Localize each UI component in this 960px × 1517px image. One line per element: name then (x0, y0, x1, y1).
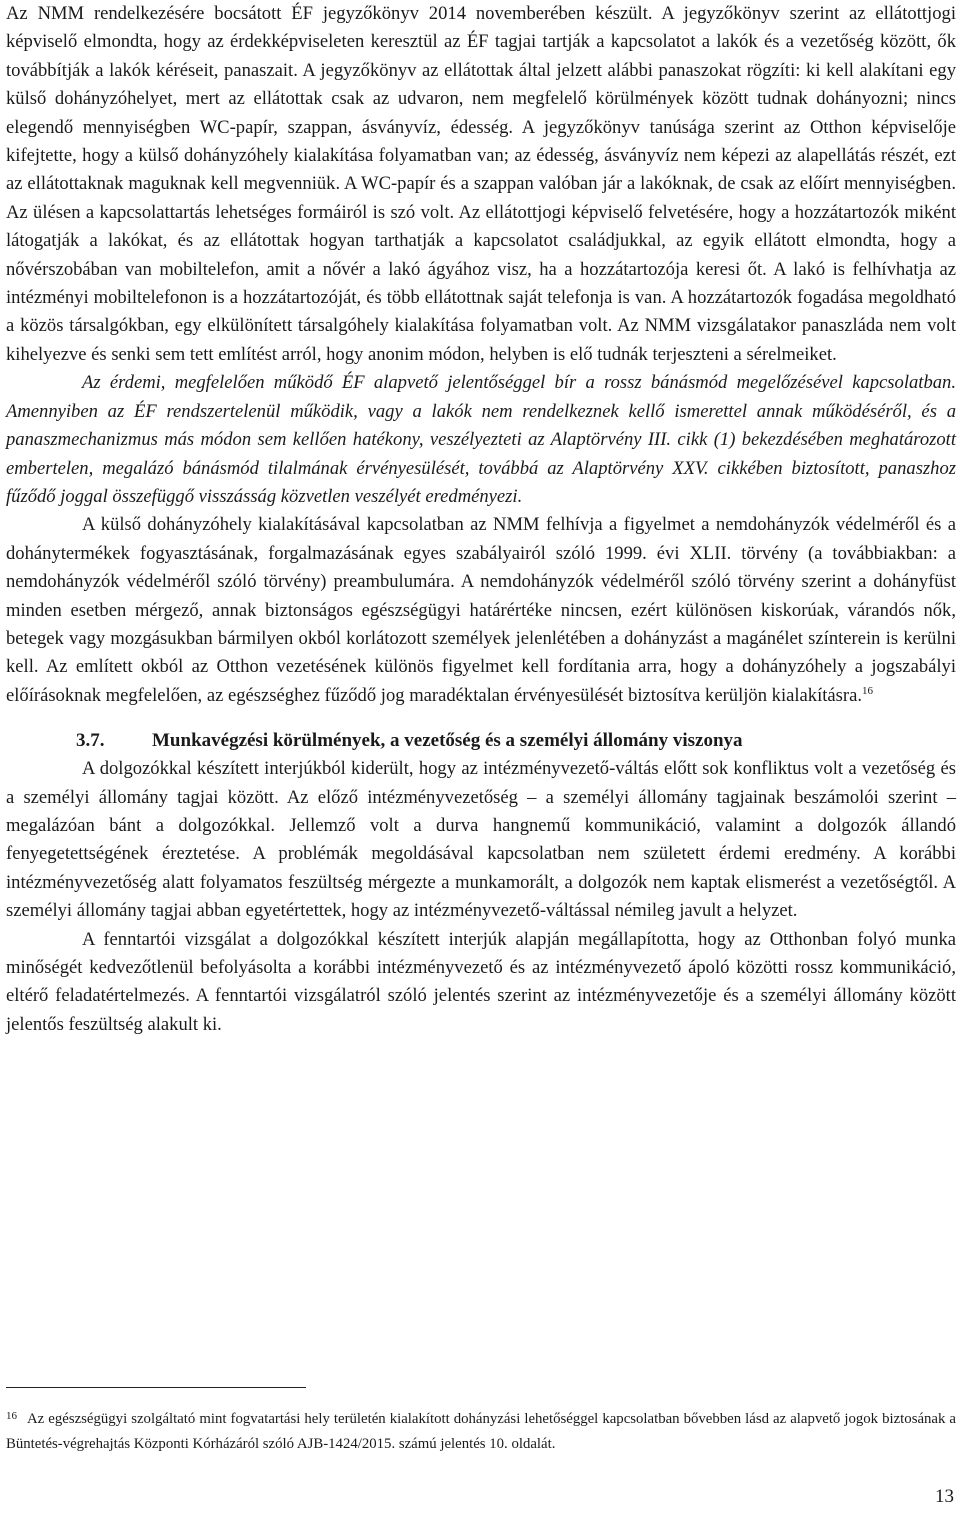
section-heading (6, 727, 956, 755)
section-number: 3.7. (76, 730, 105, 752)
page-number: 13 (935, 1486, 954, 1507)
footnote (6, 1404, 956, 1457)
paragraph-smoking-area (6, 511, 956, 710)
paragraph-ef-assessment: Az érdemi, megfelelően működő ÉF alapvető jelentőséggel bír a rossz bánásmód megelőzésével kapcsolatban. Amennyiben az ÉF rendszertelenül működik, vagy a lakók nem rendelkeznek kellő ismerettel annak működéséről, és a panaszmechanizmus más módon sem kellően hatékony, veszélyezteti az Alaptörvény III. cikk (1) bekezdésében meghatározott embertelen, megalázó bánásmód tilalmának érvényesülését, továbbá az Alaptörvény XXV. cikkében biztosított, panaszhoz fűződő joggal összefüggő visszásság közvetlen veszélyét eredményezi. (6, 372, 956, 507)
document-page (6, 0, 956, 1039)
footnote-number: 16 (6, 1410, 17, 1422)
section-title: Munkavégzési körülmények, a vezetőség és a személyi állomány viszonya (152, 730, 743, 752)
footnote-reference[interactable]: 16 (862, 684, 873, 697)
paragraph-ef-minutes: Az NMM rendelkezésére bocsátott ÉF jegyzőkönyv 2014 novemberében készült. A jegyzőkönyv szerint az ellátottjogi képviselő elmondta, hogy az érdekképviseleten keresztül az ÉF tagjai tartják a kapcsolatot a lakók és a vezetőség között, ők továbbítják a lakók kéréseit, panaszait. A jegyzőkönyv az ellátottak által jelzett alábbi panaszokat rögzíti: ki kell alakítani egy külső dohányzóhelyet, mert az ellátottak csak az udvaron, nem megfelelő körülmények között tudnak dohányozni; nincs elegendő mennyiségben WC-papír, szappan, ásványvíz, édesség. A jegyzőkönyv tanúsága szerint az Otthon képviselője kifejtette, hogy a külső dohányzóhely kialakítása folyamatban van; az édesség, ásványvíz nem képezi az alapellátás részét, ezt az ellátottaknak maguknak kell megvenniük. A WC-papír és a szappan valóban jár a lakóknak, de csak az előírt mennyiségben. Az ülésen a kapcsolattartás lehetséges formáiról is szó volt. Az ellátottjogi képviselő felvetésére, hogy a hozzátartozók miként látogatják a lakókat, és az ellátottak hogyan tarthatják a kapcsolatot családjukkal, az egyik ellátott elmondta, hogy a nővérszobában van mobiltelefon, amit a nővér a lakó ágyához visz, ha a hozzátartozója keresi őt. A lakó is felhívhatja az intézményi mobiltelefonon is a hozzátartozóját, és több ellátottnak saját telefonja is van. A hozzátartozók fogadása megoldható a közös társalgókban, egy elkülönített társalgóhely kialakítása folyamatban volt. Az NMM vizsgálatakor panaszláda nem volt kihelyezve és senki sem tett említést arról, hogy anonim módon, helyben is elő tudnák terjeszteni a sérelmeiket. (6, 3, 956, 365)
paragraph-smoking-area-text: A külső dohányzóhely kialakításával kapcsolatban az NMM felhívja a figyelmet a nemdohányzók védelméről és a dohánytermékek fogyasztásának, forgalmazásának egyes szabályairól szóló 1999. évi XLII. törvény (a továbbiakban: a nemdohányzók védelméről szóló törvény) preambulumára. A nemdohányzók védelméről szóló törvény szerint a dohányfüst minden esetben mérgező, annak biztonságos egészségügyi határértéke nincsen, ezért különösen kiskorúak, várandós nők, betegek vagy mozgásukban bármilyen okból korlátozott személyek jelenlétében a dohányzást a magánélet színterein is kerülni kell. Az említett okból az Otthon vezetésének különös figyelmet kell fordítania arra, hogy a dohányzóhely a jogszabályi előírásoknak megfelelően, az egészséghez fűződő jog maradéktalan érvényesülését biztosítva kerüljön kialakításra. (6, 514, 956, 706)
paragraph-maintainer-review: A fenntartói vizsgálat a dolgozókkal készített interjúk alapján megállapította, hogy az Otthonban folyó munka minőségét kedvezőtlenül befolyásolta a korábbi intézményvezető és az intézményvezető ápoló közötti rossz kommunikáció, eltérő feladatértelmezés. A fenntartói vizsgálatról szóló jelentés szerint az intézményvezetője és a személyi állomány között jelentős feszültség alakult ki. (6, 928, 956, 1035)
footnote-divider (6, 1387, 306, 1388)
footnote-paragraph (6, 1404, 956, 1457)
footnote-text: Az egészségügyi szolgáltató mint fogvatartási hely területén kialakított dohányzási lehetőséggel kapcsolatban bővebben lásd az alapvető jogok biztosának a Büntetés-végrehajtás Központi Kórházáról szóló AJB-1424/2015. számú jelentés 10. oldalát. (6, 1411, 956, 1452)
paragraph-staff-interviews: A dolgozókkal készített interjúkból kiderült, hogy az intézményvezető-váltás előtt sok konfliktus volt a vezetőség és a személyi állomány tagjai között. Az előző intézményvezetőség – a személyi állomány tagjainak beszámolói szerint – megalázóan bánt a dolgozókkal. Jellemző volt a durva hangnemű kommunikáció, valamint a dolgozók állandó fenyegetettségének éreztetése. A problémák megoldásával kapcsolatban nem született érdemi eredmény. A korábbi intézményvezetőség alatt folyamatos feszültség mérgezte a munkamorált, a dolgozók nem kaptak elismerést a vezetőségtől. A személyi állomány tagjai abban egyetértettek, hogy az intézményvezető-váltással némileg javult a helyzet. (6, 758, 956, 922)
